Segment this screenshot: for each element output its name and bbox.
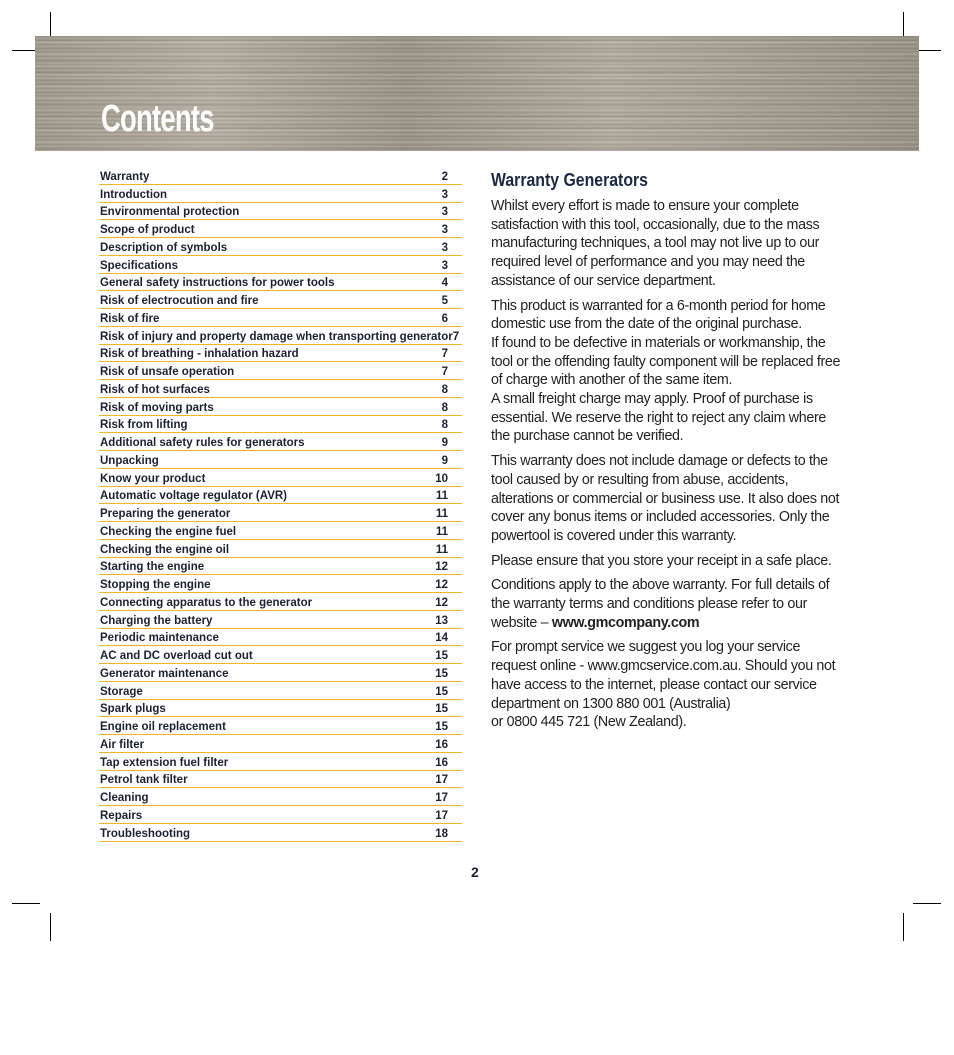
toc-entry[interactable] — [99, 256, 462, 274]
toc-entry-page: 17 — [435, 774, 448, 787]
toc-entry-title: Engine oil replacement — [100, 721, 226, 733]
toc-entry-page: 11 — [435, 490, 448, 503]
toc-entry-page: 16 — [435, 738, 448, 751]
toc-entry[interactable] — [99, 575, 462, 593]
toc-entry[interactable] — [99, 380, 462, 398]
toc-entry[interactable] — [99, 291, 462, 309]
toc-entry-title: Air filter — [100, 738, 145, 751]
toc-entry[interactable] — [99, 327, 462, 345]
toc-entry-title: Charging the battery — [100, 614, 213, 627]
toc-entry-title: Risk from lifting — [100, 419, 188, 432]
toc-entry-title: Risk of fire — [100, 312, 160, 325]
toc-entry[interactable] — [99, 664, 462, 682]
toc-entry-title: AC and DC overload cut out — [100, 650, 253, 662]
toc-entry-title: Warranty — [100, 170, 150, 183]
toc-entry-page: 3 — [441, 206, 448, 219]
toc-entry-page: 17 — [435, 792, 448, 804]
toc-entry[interactable] — [99, 504, 462, 522]
toc-entry[interactable] — [99, 824, 462, 842]
warranty-text: If found to be defective in materials or workmanship, the tool or the offending faulty component will be replaced free of charge with another of the same item. — [491, 334, 841, 389]
toc-entry[interactable] — [99, 806, 462, 824]
toc-entry-page: 8 — [441, 383, 448, 396]
toc-entry[interactable] — [99, 646, 462, 664]
toc-entry-page: 5 — [441, 295, 448, 307]
toc-entry[interactable] — [99, 540, 462, 558]
toc-entry-page: 7 — [452, 330, 460, 343]
toc-entry[interactable] — [99, 771, 462, 789]
toc-entry[interactable] — [99, 220, 462, 238]
warranty-text: For prompt service we suggest you log your service request online - www.gmcservice.com.au. Should you not have access to the internet, please contact our service department on 1300 880 001 (Australia) — [491, 639, 836, 712]
toc-entry-title: Spark plugs — [100, 703, 166, 716]
toc-entry-title: Risk of moving parts — [100, 401, 214, 414]
toc-entry-page: 3 — [441, 241, 448, 254]
toc-entry-page: 10 — [435, 472, 448, 485]
toc-entry-page: 14 — [435, 632, 448, 645]
toc-entry[interactable] — [99, 611, 462, 629]
toc-entry[interactable] — [99, 309, 462, 327]
toc-entry-title: Repairs — [100, 809, 143, 822]
toc-entry[interactable] — [99, 362, 462, 380]
toc-entry-title: Specifications — [100, 259, 178, 272]
toc-entry-title: Know your product — [100, 472, 206, 485]
toc-entry[interactable] — [99, 274, 462, 292]
warranty-paragraph — [491, 297, 843, 447]
toc-entry[interactable] — [99, 433, 462, 451]
toc-entry-page: 3 — [441, 259, 448, 272]
toc-entry[interactable] — [99, 238, 462, 256]
toc-entry[interactable] — [99, 469, 462, 487]
toc-entry[interactable] — [99, 398, 462, 416]
toc-entry-page: 15 — [435, 685, 448, 698]
toc-entry-page: 3 — [441, 188, 448, 201]
toc-entry-page: 6 — [441, 312, 448, 325]
toc-entry-page: 4 — [441, 277, 448, 290]
toc-entry[interactable] — [99, 593, 462, 611]
warranty-text: or 0800 445 721 (New Zealand). — [491, 714, 687, 731]
toc-entry-title: Petrol tank filter — [100, 774, 188, 787]
toc-entry-title: Connecting apparatus to the generator — [100, 596, 313, 609]
toc-entry[interactable] — [99, 522, 462, 540]
toc-entry-page: 3 — [441, 224, 448, 236]
toc-entry-page: 12 — [435, 596, 448, 609]
crop-mark — [50, 913, 51, 941]
toc-entry-title: Cleaning — [100, 792, 149, 804]
toc-entry-page: 7 — [441, 366, 448, 378]
toc-entry-title: Risk of hot surfaces — [100, 383, 210, 396]
toc-entry-page: 8 — [441, 401, 448, 414]
toc-entry-title: Unpacking — [100, 454, 159, 467]
toc-entry-page: 12 — [435, 579, 448, 591]
toc-entry-title: Risk of breathing - inhalation hazard — [100, 348, 299, 361]
warranty-paragraph — [491, 638, 843, 732]
toc-entry[interactable] — [99, 185, 462, 203]
toc-entry-title: Risk of injury and property damage when transporting generator — [100, 330, 453, 343]
warranty-paragraph: This warranty does not include damage or defects to the tool caused by or resulting from abuse, accidents, alterations or commercial or business use. It also does not cover any bonus items or included accessories. Only the powertool is covered under this warranty. — [491, 453, 840, 544]
toc-entry-title: Additional safety rules for generators — [100, 437, 305, 449]
toc-entry-title: Environmental protection — [100, 206, 240, 219]
toc-entry-title: Automatic voltage regulator (AVR) — [100, 490, 287, 503]
toc-entry-title: Checking the engine fuel — [100, 525, 237, 538]
warranty-text: This product is warranted for a 6-month period for home domestic use from the date of the original purchase. — [491, 297, 826, 333]
header-banner — [35, 36, 919, 151]
toc-entry-title: Generator maintenance — [100, 667, 229, 680]
toc-entry-title: Checking the engine oil — [100, 543, 230, 556]
toc-entry[interactable] — [99, 167, 462, 185]
toc-entry-page: 15 — [435, 667, 448, 680]
toc-entry-page: 18 — [435, 827, 448, 840]
toc-entry-title: Description of symbols — [100, 241, 228, 254]
crop-mark — [903, 913, 904, 941]
toc-entry-page: 12 — [435, 561, 448, 574]
toc-entry[interactable] — [99, 735, 462, 753]
toc-entry[interactable] — [99, 203, 462, 221]
toc-entry-title: Periodic maintenance — [100, 632, 219, 645]
toc-entry[interactable] — [99, 682, 462, 700]
warranty-section — [491, 168, 843, 738]
toc-entry-page: 8 — [441, 419, 448, 432]
website-link[interactable]: www.gmcompany.com — [551, 614, 700, 631]
toc-entry[interactable] — [99, 451, 462, 469]
toc-entry-page: 17 — [435, 809, 448, 822]
toc-entry-title: Risk of unsafe operation — [100, 366, 235, 378]
warranty-paragraph — [491, 576, 843, 632]
toc-entry-page: 9 — [441, 454, 448, 467]
toc-entry-title: Starting the engine — [100, 561, 205, 574]
toc-entry-title: Scope of product — [100, 224, 195, 236]
toc-entry-page: 16 — [435, 756, 448, 769]
toc-entry[interactable] — [99, 753, 462, 771]
toc-entry[interactable] — [99, 788, 462, 806]
warranty-text: A small freight charge may apply. Proof of purchase is essential. We reserve the right to reject any claim where the purchase cannot be verified. — [491, 391, 826, 445]
toc-entry[interactable] — [99, 345, 462, 363]
warranty-text: Conditions apply to the above warranty. For full details of the warranty terms and conditions please refer to our website – — [491, 577, 830, 631]
toc-entry[interactable] — [99, 700, 462, 718]
crop-mark — [913, 903, 941, 904]
toc-entry-title: Storage — [100, 685, 143, 698]
toc-entry-page: 11 — [435, 543, 448, 556]
warranty-paragraph: Whilst every effort is made to ensure your complete satisfaction with this tool, occasionally, due to the mass manufacturing techniques, a tool may not live up to our required level of performance and you may need the assistance of our service department. — [491, 198, 820, 289]
toc-entry-page: 11 — [435, 508, 448, 520]
toc-entry-title: Troubleshooting — [100, 827, 191, 840]
toc-entry-title: Preparing the generator — [100, 508, 231, 520]
toc-entry-title: Introduction — [100, 188, 168, 201]
toc-entry-page: 15 — [435, 721, 448, 733]
toc-entry-page: 7 — [441, 348, 448, 361]
toc-entry-title: General safety instructions for power tools — [100, 277, 335, 290]
page-number: 2 — [471, 864, 479, 880]
page-title: Contents — [101, 98, 214, 140]
crop-mark — [12, 903, 40, 904]
toc-entry[interactable] — [99, 717, 462, 735]
toc-entry-title: Stopping the engine — [100, 579, 211, 591]
toc-entry-page: 9 — [441, 437, 448, 449]
toc-entry-page: 11 — [435, 525, 448, 538]
table-of-contents — [99, 167, 462, 842]
toc-entry-title: Risk of electrocution and fire — [100, 295, 259, 307]
toc-entry-page: 13 — [435, 614, 448, 627]
toc-entry[interactable] — [99, 487, 462, 505]
toc-entry-page: 15 — [435, 703, 448, 716]
warranty-heading: Warranty Generators — [491, 170, 648, 190]
warranty-paragraph: Please ensure that you store your receipt in a safe place. — [491, 552, 832, 569]
toc-entry-page: 2 — [441, 170, 448, 183]
toc-entry-title: Tap extension fuel filter — [100, 756, 229, 769]
toc-entry[interactable] — [99, 558, 462, 576]
toc-entry[interactable] — [99, 629, 462, 647]
toc-entry[interactable] — [99, 416, 462, 434]
toc-entry-page: 15 — [435, 650, 448, 662]
